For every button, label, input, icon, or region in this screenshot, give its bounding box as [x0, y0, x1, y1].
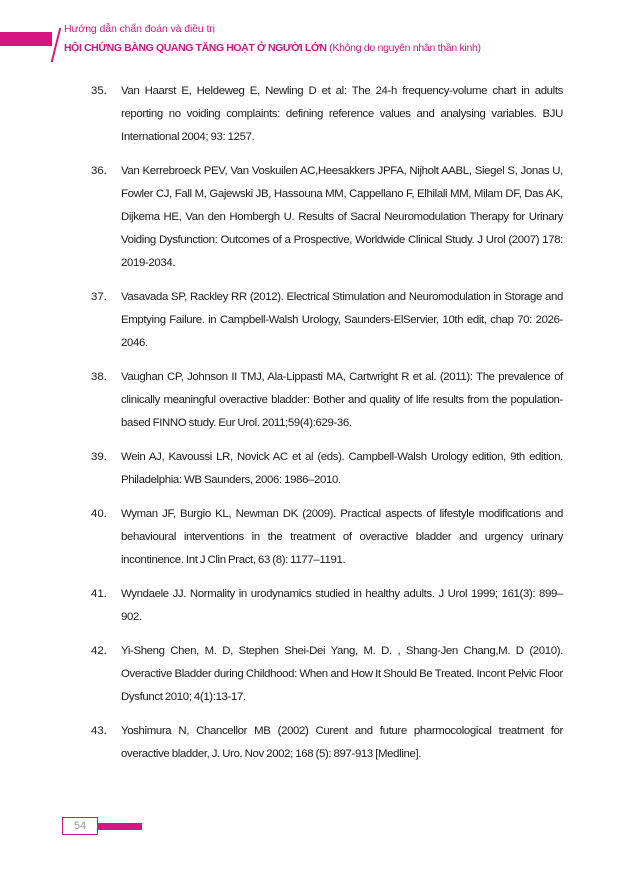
reference-text: Vaughan CP, Johnson II TMJ, Ala-Lippasti MA, Cartwright R et al. (2011): The prevalence of clinically meaningful overactive bladder: Bother and quality of life results from the population-based FINNO study. Eur Urol. 2011;59(4):629-36.: [121, 371, 563, 429]
page-number: 54: [73, 820, 87, 832]
reference-item: [91, 80, 563, 149]
reference-number: 43.: [91, 725, 107, 737]
reference-text: Wyman JF, Burgio KL, Newman DK (2009). Practical aspects of lifestyle modifications and behavioural interventions in the treatment of overactive bladder and urgency urinary incontinence. Int J Clin Pract, 63 (8): 1177–1191.: [121, 508, 563, 566]
reference-item: [91, 583, 563, 629]
reference-text: Van Kerrebroeck PEV, Van Voskuilen AC,Heesakkers JPFA, Nijholt AABL, Siegel S, Jonas U, Fowler CJ, Fall M, Gajewski JB, Hassouna MM, Cappellano F, Elhilali MM, Milam DF, Das AK, Dijkema HE, Van den Hombergh U. Results of Sacral Neuromodulation Therapy for Urinary Voiding Dysfunction: Outcomes of a Prospective, Worldwide Clinical Study. J Urol (2007) 178: 2019-2034.: [121, 165, 563, 269]
reference-text: Yi-Sheng Chen, M. D, Stephen Shei-Dei Yang, M. D. , Shang-Jen Chang,M. D (2010). Overactive Bladder during Childhood: When and How It Should Be Treated. Incont Pelvic Floor Dysfunct 2010; 4(1):13-17.: [121, 645, 563, 703]
reference-item: [91, 160, 563, 275]
reference-number: 39.: [91, 451, 107, 463]
reference-item: [91, 446, 563, 492]
header-document-title: [64, 42, 481, 54]
reference-text: Wyndaele JJ. Normality in urodynamics studied in healthy adults. J Urol 1999; 161(3): 899–902.: [121, 588, 563, 623]
reference-text: Vasavada SP, Rackley RR (2012). Electrical Stimulation and Neuromodulation in Storage and Emptying Failure. in Campbell-Walsh Urology, Saunders-ElServier, 10th edit, chap 70: 2026-2046.: [121, 291, 563, 349]
reference-item: [91, 640, 563, 709]
reference-list: [91, 80, 563, 777]
reference-number: 38.: [91, 371, 107, 383]
reference-number: 42.: [91, 645, 107, 657]
reference-item: [91, 366, 563, 435]
reference-text: Yoshimura N, Chancellor MB (2002) Curent and future pharmocological treatment for overactive bladder, J. Uro. Nov 2002; 168 (5): 897-913 [Medline].: [121, 725, 563, 760]
header-document-title-sub: (Không do nguyên nhân thần kinh): [329, 42, 481, 54]
reference-number: 40.: [91, 508, 107, 520]
reference-text: Wein AJ, Kavoussi LR, Novick AC et al (eds). Campbell-Walsh Urology edition, 9th edition. Philadelphia: WB Saunders, 2006: 1986–2010.: [121, 451, 563, 486]
reference-item: [91, 503, 563, 572]
header-guide-title: Hướng dẫn chẩn đoán và điều trị: [64, 23, 215, 35]
reference-number: 41.: [91, 588, 107, 600]
reference-text: Van Haarst E, Heldeweg E, Newling D et al: The 24-h frequency-volume chart in adults reporting no voiding complaints: defining reference values and analysing variables. BJU International 2004; 93: 1257.: [121, 85, 563, 143]
reference-item: [91, 286, 563, 355]
reference-number: 37.: [91, 291, 107, 303]
reference-number: 35.: [91, 85, 107, 97]
header-document-title-main: HỘI CHỨNG BÀNG QUANG TĂNG HOẠT Ở NGƯỜI LỚN: [64, 42, 327, 54]
header-slash-divider: [51, 28, 61, 62]
header-accent-bar: [0, 32, 52, 46]
reference-item: [91, 720, 563, 766]
reference-number: 36.: [91, 165, 107, 177]
footer-accent-bar: [98, 823, 142, 830]
